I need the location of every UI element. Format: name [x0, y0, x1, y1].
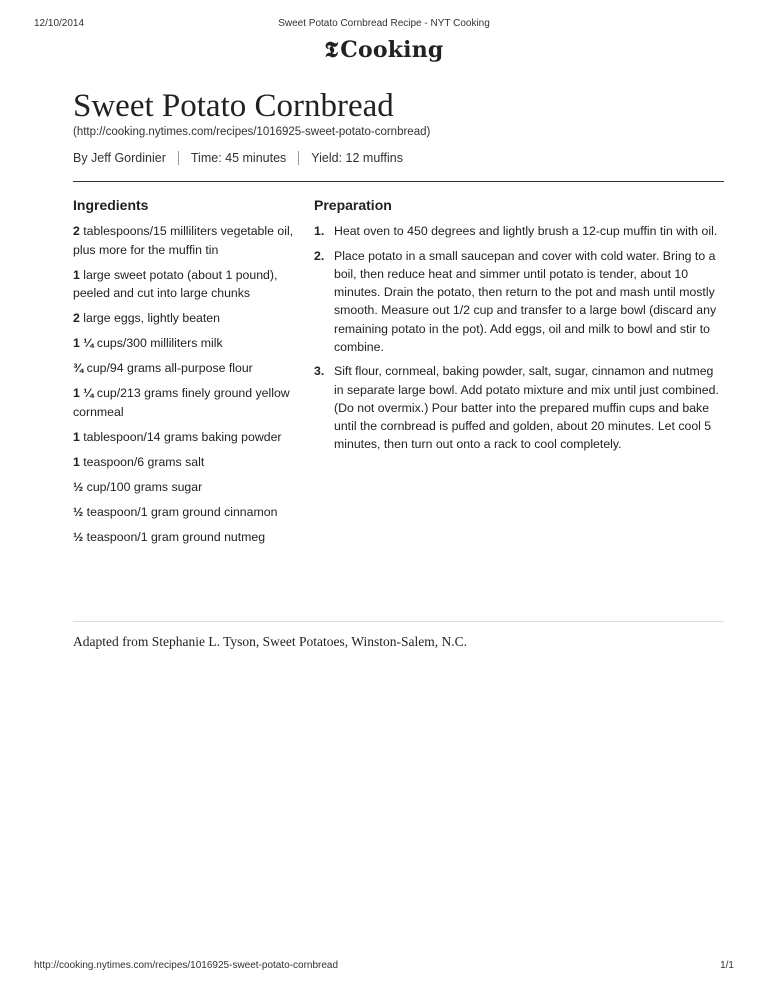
ingredient-item	[73, 428, 295, 447]
logo-text: Cooking	[340, 37, 444, 63]
preparation-step	[314, 362, 724, 453]
print-date: 12/10/2014	[34, 18, 85, 29]
recipe-url[interactable]: (http://cooking.nytimes.com/recipes/1016925-sweet-potato-cornbread)	[73, 126, 431, 138]
recipe-meta	[73, 151, 403, 165]
recipe-author: By Jeff Gordinier	[73, 151, 166, 165]
ingredient-qty: 1	[73, 267, 80, 282]
footer-divider	[73, 621, 724, 622]
ingredient-text: large sweet potato (about 1 pound), peeled and cut into large chunks	[73, 267, 278, 300]
ingredient-item	[73, 528, 295, 547]
ingredient-text: tablespoons/15 milliliters vegetable oil, plus more for the muffin tin	[73, 224, 294, 257]
ingredient-qty: 1 ¼	[73, 336, 94, 350]
ingredient-item	[73, 453, 295, 472]
ingredient-item	[73, 359, 295, 378]
print-footer	[34, 960, 734, 974]
step-number: 2.	[314, 248, 325, 263]
ingredient-qty: ¾	[73, 361, 84, 375]
step-text: Heat oven to 450 degrees and lightly brush a 12-cup muffin tin with oil.	[334, 224, 718, 238]
ingredient-item	[73, 222, 295, 259]
ingredient-text: tablespoon/14 grams baking powder	[79, 429, 282, 444]
recipe-time: Time: 45 minutes	[190, 151, 287, 165]
ingredients-section	[73, 197, 295, 553]
ingredient-text: cup/213 grams finely ground yellow cornmeal	[73, 386, 290, 419]
ingredient-qty: 1	[73, 429, 80, 444]
ingredient-item	[73, 503, 295, 522]
header-divider	[73, 181, 724, 182]
print-header	[34, 18, 734, 32]
preparation-section	[314, 197, 724, 460]
ingredient-text: teaspoon/1 gram ground nutmeg	[83, 529, 266, 544]
step-text: Sift flour, cornmeal, baking powder, salt, sugar, cinnamon and nutmeg in separate large bowl. Add potato mixture and mix until just combined. (Do not overmix.) Pour batter into the prepared muffin cups and bake until the cornbread is puffed and golden, about 20 minutes. Let cool 5 minutes, then turn out onto a rack to cool completely.	[334, 364, 719, 452]
ingredient-item	[73, 478, 295, 497]
recipe-yield: Yield: 12 muffins	[311, 151, 403, 165]
ingredient-item	[73, 384, 295, 421]
ingredient-item	[73, 334, 295, 353]
meta-divider	[298, 151, 299, 165]
preparation-step	[314, 247, 724, 356]
ingredient-text: teaspoon/6 grams salt	[79, 454, 205, 469]
ingredient-item	[73, 309, 295, 328]
ingredients-list	[73, 222, 295, 546]
preparation-steps	[314, 222, 724, 453]
recipe-title: Sweet Potato Cornbread	[73, 88, 394, 124]
recipe-attribution: Adapted from Stephanie L. Tyson, Sweet Potatoes, Winston-Salem, N.C.	[73, 634, 467, 649]
print-page-number: 1/1	[720, 960, 734, 971]
ingredient-qty: 2	[73, 311, 80, 325]
nyt-cooking-logo[interactable]	[0, 37, 768, 63]
ingredient-text: cups/300 milliliters milk	[93, 336, 223, 350]
ingredient-qty: 1 ¼	[73, 386, 94, 400]
ingredient-qty: ½	[73, 504, 84, 519]
print-footer-url: http://cooking.nytimes.com/recipes/1016925-sweet-potato-cornbread	[34, 960, 339, 971]
ingredients-heading: Ingredients	[73, 197, 149, 213]
ingredient-text: teaspoon/1 gram ground cinnamon	[83, 504, 278, 519]
ingredient-qty: ½	[73, 529, 84, 544]
ingredient-text: cup/94 grams all-purpose flour	[83, 361, 253, 375]
preparation-step	[314, 222, 724, 240]
ingredient-item	[73, 266, 295, 303]
step-number: 1.	[314, 224, 325, 238]
ingredient-qty: ½	[73, 479, 84, 494]
ingredient-text: cup/100 grams sugar	[83, 479, 203, 494]
step-number: 3.	[314, 364, 325, 379]
ingredient-qty: 2	[73, 224, 80, 238]
ingredient-text: large eggs, lightly beaten	[79, 311, 220, 325]
step-text: Place potato in a small saucepan and cover with cold water. Bring to a boil, then reduce heat and simmer until potato is tender, about 10 minutes. Drain the potato, then return to the pot and mash until mostly smooth. Measure out 1/2 cup and transfer to a large bowl (discard any remaining potato in the pot). Add eggs, oil and milk to bowl and stir to combine.	[334, 248, 717, 354]
meta-divider	[178, 151, 179, 165]
print-page-title: Sweet Potato Cornbread Recipe - NYT Cooking	[278, 18, 490, 29]
ingredient-qty: 1	[73, 454, 80, 469]
preparation-heading: Preparation	[314, 197, 392, 213]
nyt-t-icon: 𝕿	[324, 37, 339, 63]
